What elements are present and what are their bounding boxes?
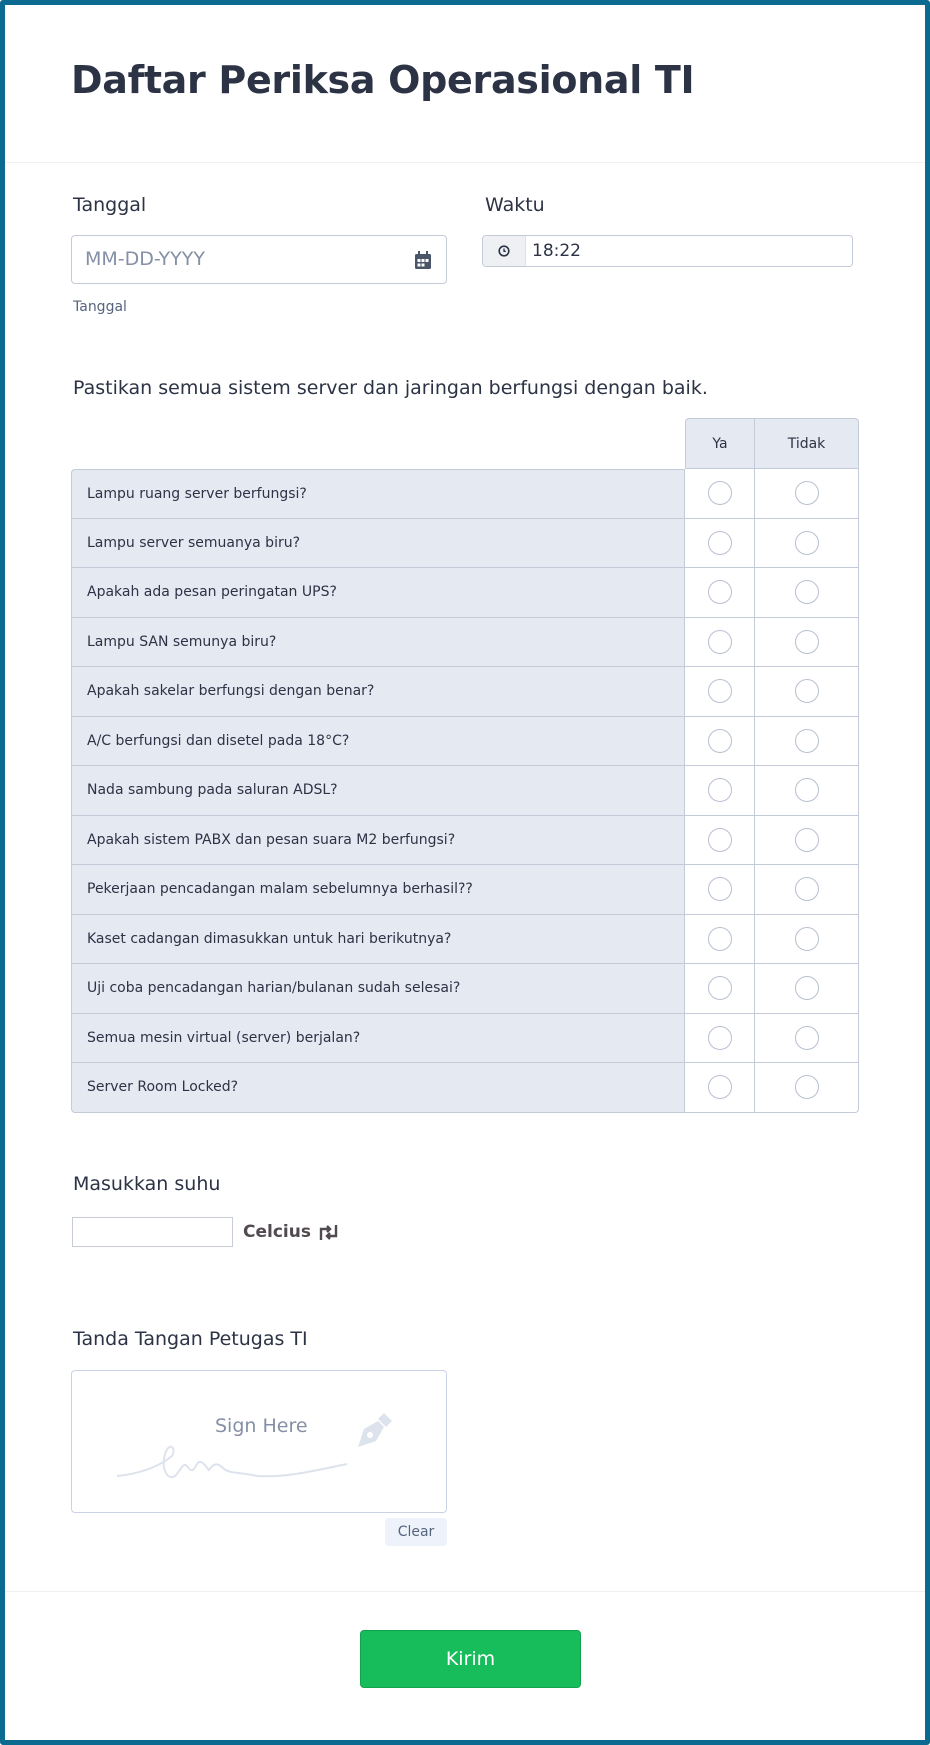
radio-ya[interactable] bbox=[685, 964, 755, 1014]
radio-ya[interactable] bbox=[685, 816, 755, 866]
radio-ya[interactable] bbox=[685, 519, 755, 569]
radio-tidak[interactable] bbox=[755, 865, 859, 915]
table-row bbox=[71, 964, 859, 1014]
radio-tidak-circle[interactable] bbox=[795, 828, 819, 852]
signature-pad[interactable] bbox=[71, 1370, 447, 1513]
row-label: Lampu SAN semunya biru? bbox=[71, 618, 685, 668]
divider bbox=[5, 162, 925, 163]
date-placeholder: MM-DD-YYYY bbox=[85, 248, 205, 270]
radio-ya-circle[interactable] bbox=[708, 877, 732, 901]
radio-ya-circle[interactable] bbox=[708, 580, 732, 604]
radio-tidak[interactable] bbox=[755, 1063, 859, 1113]
matrix-table bbox=[71, 418, 859, 1113]
temperature-input[interactable] bbox=[72, 1217, 233, 1247]
calendar-icon[interactable] bbox=[414, 251, 432, 270]
radio-tidak[interactable] bbox=[755, 1014, 859, 1064]
radio-ya[interactable] bbox=[685, 1014, 755, 1064]
matrix-question: Pastikan semua sistem server dan jaringan berfungsi dengan baik. bbox=[73, 377, 708, 399]
radio-ya-circle[interactable] bbox=[708, 729, 732, 753]
row-label: Nada sambung pada saluran ADSL? bbox=[71, 766, 685, 816]
temperature-unit: Celcius bbox=[243, 1222, 311, 1242]
clear-button[interactable]: Clear bbox=[385, 1518, 447, 1546]
radio-ya-circle[interactable] bbox=[708, 1075, 732, 1099]
radio-tidak-circle[interactable] bbox=[795, 580, 819, 604]
radio-ya[interactable] bbox=[685, 667, 755, 717]
radio-tidak-circle[interactable] bbox=[795, 481, 819, 505]
signature-scribble-icon bbox=[117, 1436, 387, 1486]
date-label: Tanggal bbox=[73, 194, 147, 216]
pen-icon bbox=[354, 1411, 394, 1451]
table-row bbox=[71, 469, 859, 519]
radio-ya[interactable] bbox=[685, 915, 755, 965]
table-row bbox=[71, 816, 859, 866]
row-label: Apakah ada pesan peringatan UPS? bbox=[71, 568, 685, 618]
radio-tidak[interactable] bbox=[755, 816, 859, 866]
radio-ya-circle[interactable] bbox=[708, 828, 732, 852]
table-row bbox=[71, 915, 859, 965]
radio-tidak[interactable] bbox=[755, 717, 859, 767]
column-ya: Ya bbox=[685, 418, 755, 469]
radio-ya[interactable] bbox=[685, 618, 755, 668]
signature-label: Tanda Tangan Petugas TI bbox=[73, 1328, 308, 1350]
radio-tidak-circle[interactable] bbox=[795, 729, 819, 753]
date-input[interactable] bbox=[71, 235, 447, 284]
radio-tidak[interactable] bbox=[755, 519, 859, 569]
radio-tidak-circle[interactable] bbox=[795, 927, 819, 951]
radio-tidak-circle[interactable] bbox=[795, 778, 819, 802]
radio-tidak-circle[interactable] bbox=[795, 877, 819, 901]
table-row bbox=[71, 766, 859, 816]
divider bbox=[5, 1591, 925, 1592]
row-label: Pekerjaan pencadangan malam sebelumnya berhasil?? bbox=[71, 865, 685, 915]
radio-tidak-circle[interactable] bbox=[795, 1075, 819, 1099]
form-title: Daftar Periksa Operasional TI bbox=[71, 58, 695, 102]
table-row bbox=[71, 519, 859, 569]
row-label: Apakah sistem PABX dan pesan suara M2 berfungsi? bbox=[71, 816, 685, 866]
row-label: A/C berfungsi dan disetel pada 18°C? bbox=[71, 717, 685, 767]
radio-ya-circle[interactable] bbox=[708, 1026, 732, 1050]
radio-tidak-circle[interactable] bbox=[795, 630, 819, 654]
clock-icon bbox=[483, 236, 526, 266]
table-row bbox=[71, 865, 859, 915]
radio-tidak[interactable] bbox=[755, 667, 859, 717]
row-label: Lampu server semuanya biru? bbox=[71, 519, 685, 569]
row-label: Apakah sakelar berfungsi dengan benar? bbox=[71, 667, 685, 717]
radio-tidak[interactable] bbox=[755, 964, 859, 1014]
table-row bbox=[71, 1063, 859, 1113]
radio-ya-circle[interactable] bbox=[708, 630, 732, 654]
signature-placeholder: Sign Here bbox=[215, 1415, 308, 1437]
radio-ya[interactable] bbox=[685, 469, 755, 519]
radio-tidak-circle[interactable] bbox=[795, 679, 819, 703]
row-label: Semua mesin virtual (server) berjalan? bbox=[71, 1014, 685, 1064]
radio-tidak[interactable] bbox=[755, 469, 859, 519]
radio-tidak-circle[interactable] bbox=[795, 531, 819, 555]
radio-tidak-circle[interactable] bbox=[795, 1026, 819, 1050]
radio-ya-circle[interactable] bbox=[708, 927, 732, 951]
radio-tidak[interactable] bbox=[755, 766, 859, 816]
radio-tidak[interactable] bbox=[755, 618, 859, 668]
radio-ya-circle[interactable] bbox=[708, 679, 732, 703]
radio-ya[interactable] bbox=[685, 568, 755, 618]
submit-button[interactable]: Kirim bbox=[360, 1630, 581, 1688]
row-label: Server Room Locked? bbox=[71, 1063, 685, 1113]
radio-tidak[interactable] bbox=[755, 915, 859, 965]
date-sublabel: Tanggal bbox=[73, 299, 127, 315]
radio-ya[interactable] bbox=[685, 717, 755, 767]
radio-ya[interactable] bbox=[685, 865, 755, 915]
temperature-label: Masukkan suhu bbox=[73, 1173, 221, 1195]
table-row bbox=[71, 568, 859, 618]
radio-tidak[interactable] bbox=[755, 568, 859, 618]
row-label: Uji coba pencadangan harian/bulanan sudah selesai? bbox=[71, 964, 685, 1014]
table-row bbox=[71, 667, 859, 717]
radio-ya-circle[interactable] bbox=[708, 531, 732, 555]
radio-ya-circle[interactable] bbox=[708, 976, 732, 1000]
table-row bbox=[71, 1014, 859, 1064]
radio-ya[interactable] bbox=[685, 1063, 755, 1113]
table-row bbox=[71, 618, 859, 668]
column-tidak: Tidak bbox=[755, 418, 859, 469]
convert-icon[interactable] bbox=[318, 1224, 339, 1241]
time-label: Waktu bbox=[485, 194, 545, 216]
radio-tidak-circle[interactable] bbox=[795, 976, 819, 1000]
table-row bbox=[71, 717, 859, 767]
row-label: Kaset cadangan dimasukkan untuk hari berikutnya? bbox=[71, 915, 685, 965]
time-input[interactable] bbox=[482, 235, 853, 267]
radio-ya-circle[interactable] bbox=[708, 481, 732, 505]
radio-ya-circle[interactable] bbox=[708, 778, 732, 802]
row-label: Lampu ruang server berfungsi? bbox=[71, 469, 685, 519]
radio-ya[interactable] bbox=[685, 766, 755, 816]
time-value: 18:22 bbox=[532, 241, 581, 261]
